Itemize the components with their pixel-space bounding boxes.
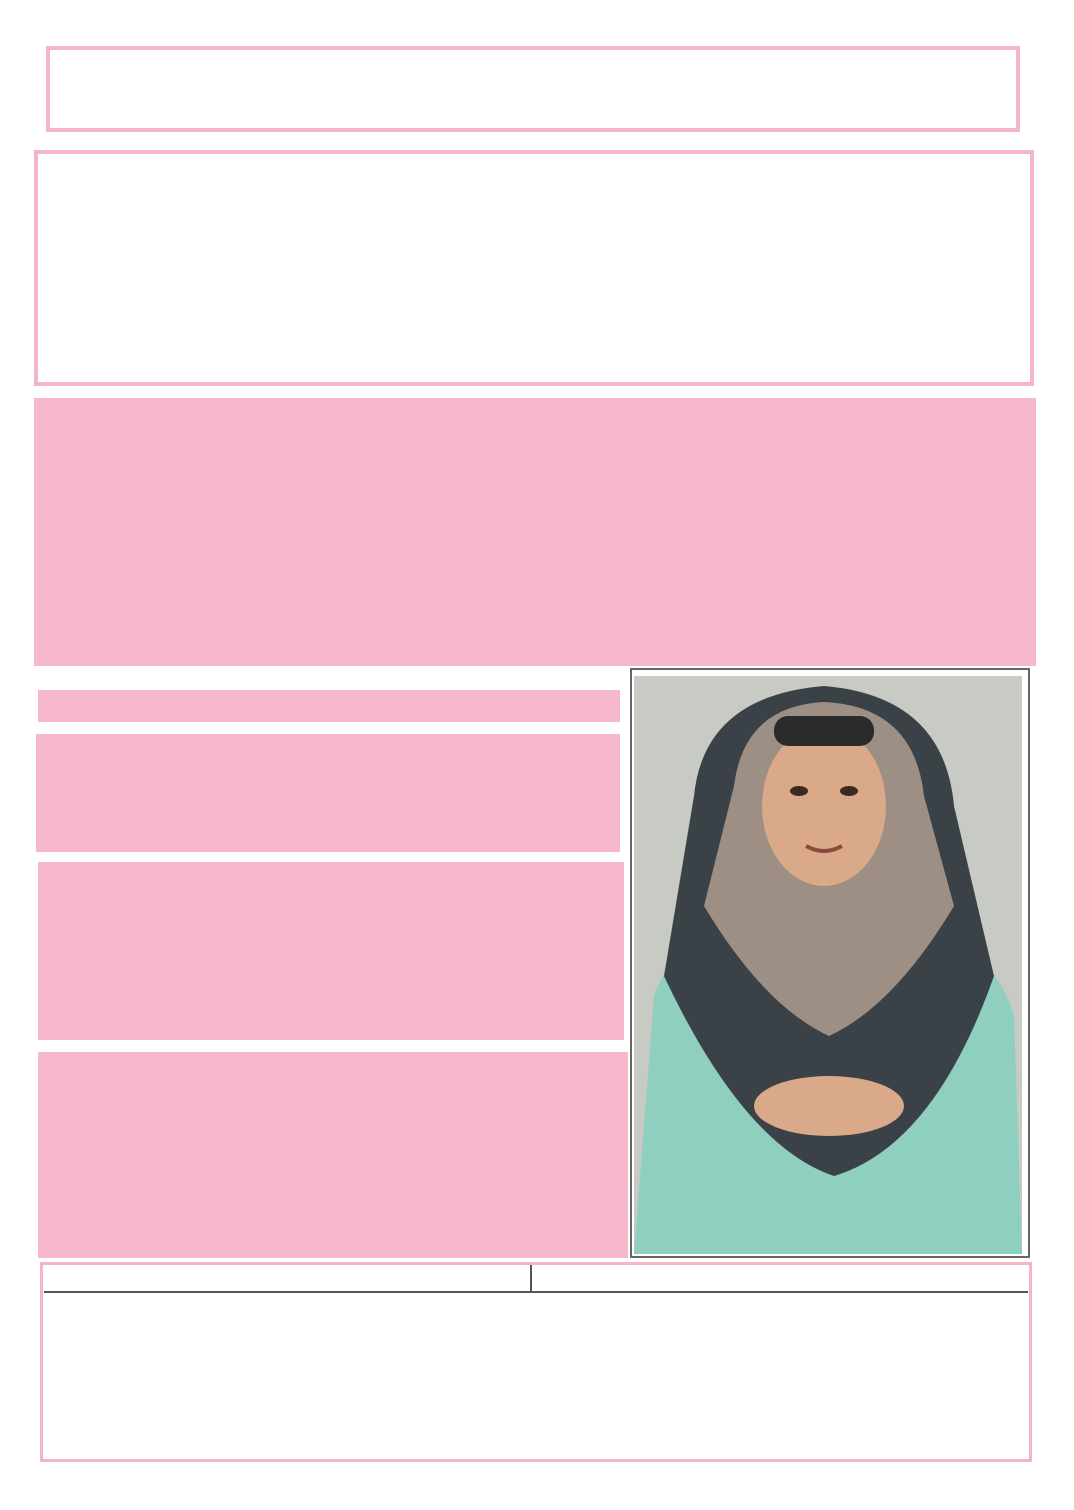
experiences-frame [38, 862, 624, 1040]
blank-bar [38, 690, 620, 722]
personal-passport-header [34, 398, 1036, 428]
page-title [46, 46, 1020, 132]
applicant-photo [634, 676, 1022, 1254]
remarks-header [44, 1265, 1028, 1293]
remarks-divider [530, 1265, 532, 1293]
skills-frame [38, 1052, 628, 1258]
languages-frame [36, 734, 620, 852]
personal-passport-frame [34, 428, 1036, 666]
applicant-info-frame [34, 150, 1034, 386]
person-illustration [634, 676, 1022, 1254]
